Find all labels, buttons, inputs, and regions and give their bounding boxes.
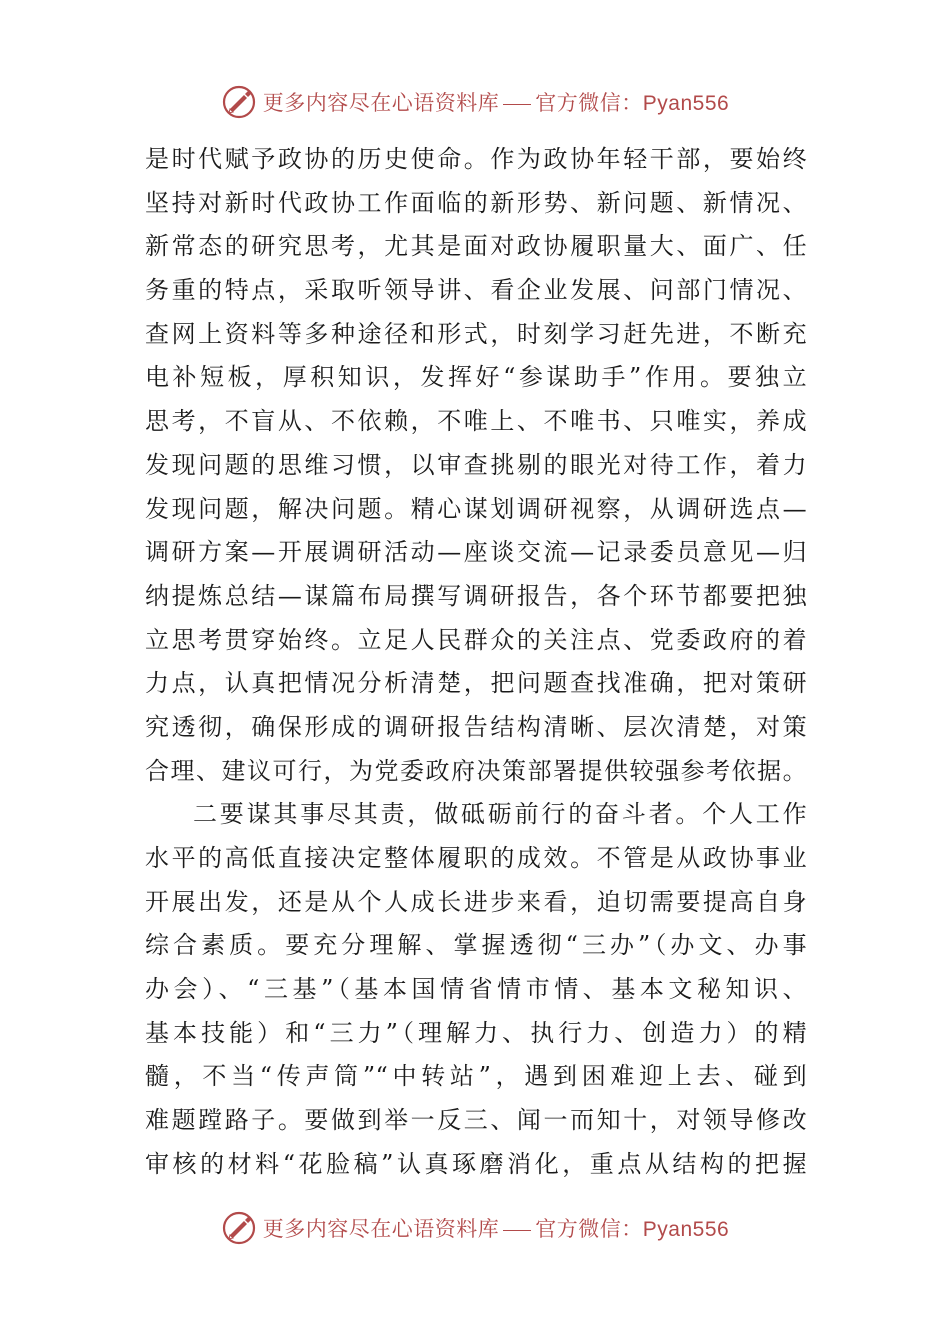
watermark-text: 更多内容尽在心语资料库 官方微信：Pyan556	[262, 91, 730, 115]
text-line: 办会）、“三基”（基本国情省情市情、基本文秘知识、	[145, 975, 807, 1004]
text-line: 髓，不当“传声筒”“中转站”，遇到困难迎上去、碰到	[145, 1062, 807, 1091]
text-line: 合理、建议可行，为党委政府决策部署提供较强参考依据。	[145, 756, 807, 785]
text-line: 发现问题的思维习惯，以审查挑剔的眼光对待工作，着力	[145, 450, 807, 479]
text-line: 发现问题，解决问题。精心谋划调研视察，从调研选点—	[145, 494, 807, 523]
text-line: 是时代赋予政协的历史使命。作为政协年轻干部，要始终	[145, 145, 807, 173]
watermark-handle: Pyan556	[642, 1218, 730, 1241]
text-line: 综合素质。要充分理解、掌握透彻“三办”（办文、办事	[145, 931, 807, 960]
text-line: 力点，认真把情况分析清楚，把问题查找准确，把对策研	[145, 669, 807, 698]
pen-logo-icon	[221, 84, 257, 120]
text-line: 二要谋其事尽其责，做砥砺前行的奋斗者。个人工作	[193, 800, 807, 829]
text-line: 水平的高低直接决定整体履职的成效。不管是从政协事业	[145, 844, 807, 872]
text-line: 调研方案—开展调研活动—座谈交流—记录委员意见—归	[145, 538, 807, 567]
watermark-handle: Pyan556	[642, 92, 730, 115]
text-line: 审核的材料“花脸稿”认真琢磨消化，重点从结构的把握	[145, 1149, 807, 1178]
text-line: 查网上资料等多种途径和形式，时刻学习赶先进，不断充	[145, 319, 807, 348]
header-watermark	[0, 78, 950, 126]
text-line: 纳提炼总结—谋篇布局撰写调研报告，各个环节都要把独	[145, 581, 807, 610]
footer-watermark	[0, 1204, 950, 1252]
text-line: 电补短板，厚积知识，发挥好“参谋助手”作用。要独立	[145, 363, 807, 392]
watermark-text: 更多内容尽在心语资料库 官方微信：Pyan556	[262, 1217, 730, 1241]
text-line: 坚持对新时代政协工作面临的新形势、新问题、新情况、	[145, 188, 807, 217]
text-line: 难题蹚路子。要做到举一反三、闻一而知十，对领导修改	[145, 1106, 807, 1135]
text-line: 开展出发，还是从个人成长进步来看，迫切需要提高自身	[145, 887, 807, 916]
text-line: 思考，不盲从、不依赖，不唯上、不唯书、只唯实，养成	[145, 407, 807, 436]
text-line: 务重的特点，采取听领导讲、看企业发展、问部门情况、	[145, 276, 807, 305]
text-line: 究透彻，确保形成的调研报告结构清晰、层次清楚，对策	[145, 712, 807, 741]
document-body	[145, 138, 807, 1187]
pen-logo-icon	[221, 1210, 257, 1246]
text-line: 新常态的研究思考，尤其是面对政协履职量大、面广、任	[145, 232, 807, 261]
text-line: 基本技能）和“三力”（理解力、执行力、创造力）的精	[145, 1018, 807, 1047]
text-line: 立思考贯穿始终。立足人民群众的关注点、党委政府的着	[145, 625, 807, 654]
